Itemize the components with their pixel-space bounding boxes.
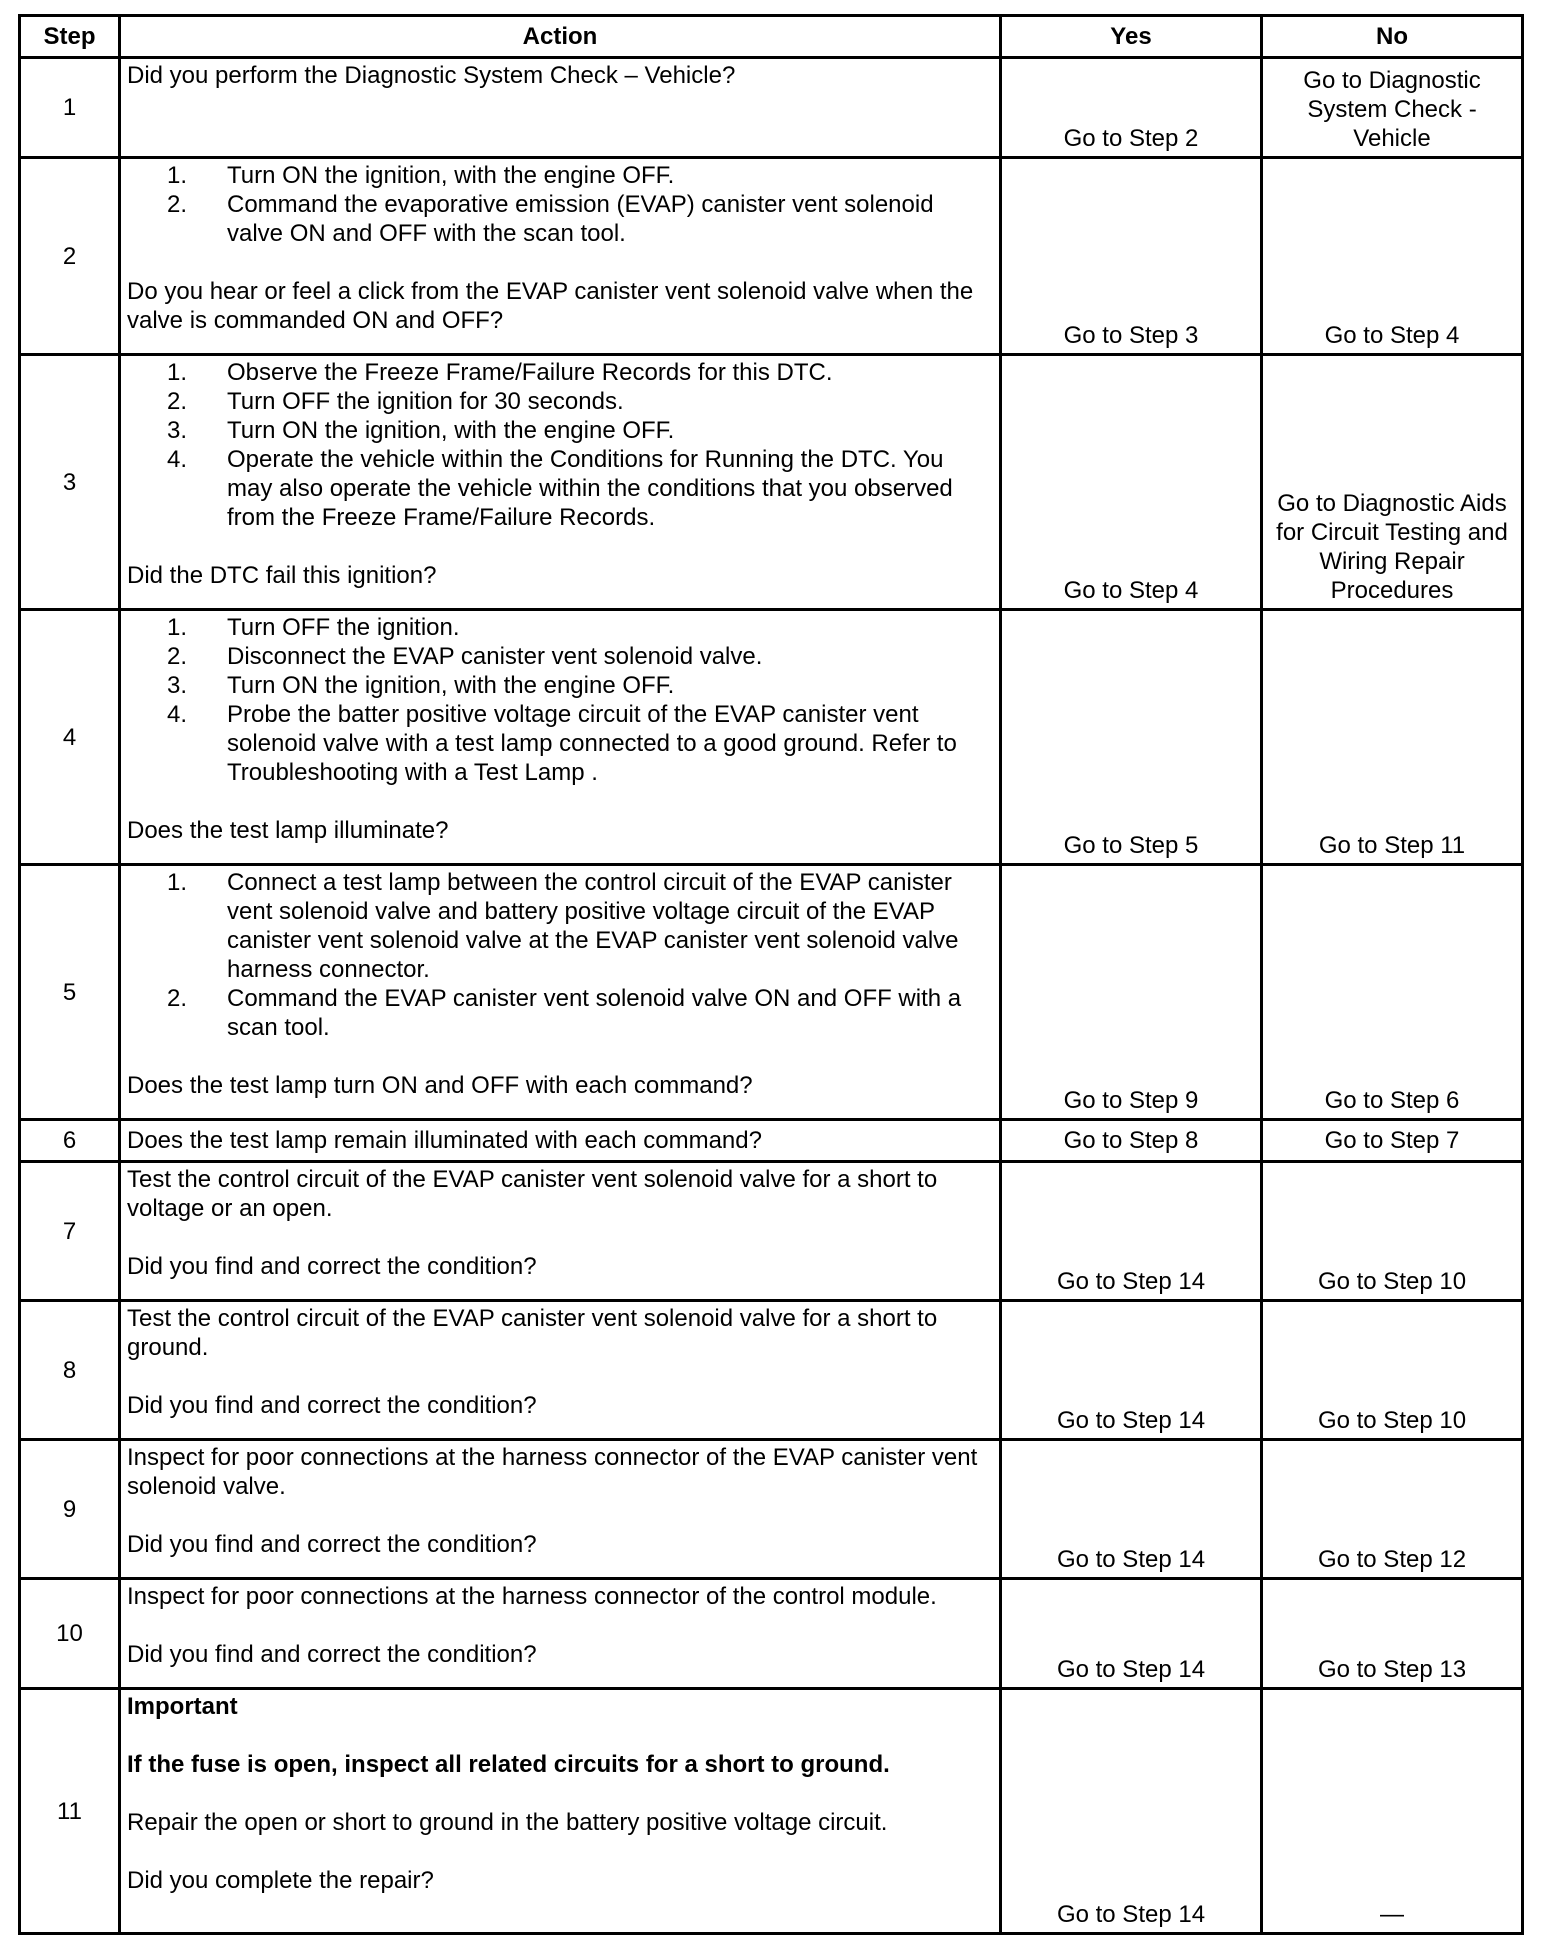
step-number: 7	[20, 1162, 120, 1301]
step-number: 9	[20, 1440, 120, 1579]
no-cell: Go to Step 10	[1262, 1162, 1523, 1301]
action-steps-list	[127, 868, 995, 1042]
no-cell: —	[1262, 1689, 1523, 1934]
action-step-item: 1. Observe the Freeze Frame/Failure Records for this DTC.	[227, 358, 995, 387]
action-step-item: 2. Disconnect the EVAP canister vent solenoid valve.	[227, 642, 995, 671]
action-text: Inspect for poor connections at the harness connector of the control module.	[127, 1583, 937, 1610]
action-question: Did you complete the repair?	[127, 1867, 434, 1894]
step-number: 2	[20, 158, 120, 355]
no-cell: Go to Step 7	[1262, 1120, 1523, 1162]
step-number: 8	[20, 1301, 120, 1440]
yes-cell: Go to Step 3	[1001, 158, 1262, 355]
action-text: Does the test lamp remain illuminated with each command?	[127, 1127, 762, 1154]
important-heading: Important	[127, 1693, 238, 1720]
step-number: 5	[20, 865, 120, 1120]
action-step-item: 3. Turn ON the ignition, with the engine OFF.	[227, 416, 995, 445]
action-step-item: 4. Probe the batter positive voltage circuit of the EVAP canister vent solenoid valve with a test lamp connected to a good ground. Refer to Troubleshooting with a Test Lamp .	[227, 700, 995, 787]
action-question: Does the test lamp turn ON and OFF with each command?	[127, 1072, 753, 1099]
header-action: Action	[120, 16, 1001, 58]
action-step-item: 1. Turn OFF the ignition.	[227, 613, 995, 642]
table-row	[20, 355, 1523, 610]
action-cell	[120, 1120, 1001, 1162]
action-text: Test the control circuit of the EVAP canister vent solenoid valve for a short to voltage or an open.	[127, 1166, 938, 1222]
yes-cell: Go to Step 14	[1001, 1579, 1262, 1689]
yes-cell: Go to Step 4	[1001, 355, 1262, 610]
step-number: 6	[20, 1120, 120, 1162]
action-step-item: 2. Command the EVAP canister vent solenoid valve ON and OFF with a scan tool.	[227, 984, 995, 1042]
yes-cell: Go to Step 9	[1001, 865, 1262, 1120]
action-cell	[120, 1579, 1001, 1689]
action-cell	[120, 1689, 1001, 1934]
yes-cell: Go to Step 8	[1001, 1120, 1262, 1162]
important-note: If the fuse is open, inspect all related circuits for a short to ground.	[127, 1751, 890, 1778]
header-no: No	[1262, 16, 1523, 58]
action-cell	[120, 355, 1001, 610]
header-yes: Yes	[1001, 16, 1262, 58]
no-cell: Go to Step 13	[1262, 1579, 1523, 1689]
table-row	[20, 1162, 1523, 1301]
table-row	[20, 865, 1523, 1120]
action-step-item: 4. Operate the vehicle within the Conditions for Running the DTC. You may also operate the vehicle within the conditions that you observed from the Freeze Frame/Failure Records.	[227, 445, 995, 532]
action-text: Test the control circuit of the EVAP canister vent solenoid valve for a short to ground.	[127, 1305, 938, 1361]
diagnostic-table	[18, 14, 1524, 1935]
step-number: 4	[20, 610, 120, 865]
yes-cell: Go to Step 14	[1001, 1162, 1262, 1301]
action-question: Did you find and correct the condition?	[127, 1531, 537, 1558]
table-row	[20, 1440, 1523, 1579]
action-step-item: 3. Turn ON the ignition, with the engine OFF.	[227, 671, 995, 700]
action-steps-list	[127, 613, 995, 787]
action-text: Inspect for poor connections at the harness connector of the EVAP canister vent solenoid valve.	[127, 1444, 978, 1500]
action-step-item: 1. Connect a test lamp between the control circuit of the EVAP canister vent solenoid valve and battery positive voltage circuit of the EVAP canister vent solenoid valve at the EVAP canister vent solenoid valve harness connector.	[227, 868, 995, 984]
action-question: Does the test lamp illuminate?	[127, 817, 449, 844]
action-text: Repair the open or short to ground in the battery positive voltage circuit.	[127, 1809, 888, 1836]
action-question: Did you find and correct the condition?	[127, 1641, 537, 1668]
action-text: Did you perform the Diagnostic System Check – Vehicle?	[127, 62, 736, 89]
step-number: 1	[20, 58, 120, 158]
yes-cell: Go to Step 14	[1001, 1301, 1262, 1440]
yes-cell: Go to Step 5	[1001, 610, 1262, 865]
no-cell: Go to Step 4	[1262, 158, 1523, 355]
table-row	[20, 610, 1523, 865]
action-cell	[120, 158, 1001, 355]
action-cell	[120, 1301, 1001, 1440]
no-cell: Go to Step 12	[1262, 1440, 1523, 1579]
table-row	[20, 1301, 1523, 1440]
header-row	[20, 16, 1523, 58]
table-row	[20, 1579, 1523, 1689]
step-number: 3	[20, 355, 120, 610]
action-steps-list	[127, 161, 995, 248]
no-cell: Go to Diagnostic Aids for Circuit Testing and Wiring Repair Procedures	[1262, 355, 1523, 610]
step-number: 10	[20, 1579, 120, 1689]
action-step-item: 2. Command the evaporative emission (EVAP) canister vent solenoid valve ON and OFF with the scan tool.	[227, 190, 995, 248]
action-question: Do you hear or feel a click from the EVAP canister vent solenoid valve when the valve is commanded ON and OFF?	[127, 278, 974, 334]
no-cell: Go to Step 6	[1262, 865, 1523, 1120]
action-steps-list	[127, 358, 995, 532]
yes-cell: Go to Step 14	[1001, 1689, 1262, 1934]
table-row	[20, 158, 1523, 355]
action-step-item: 2. Turn OFF the ignition for 30 seconds.	[227, 387, 995, 416]
no-cell: Go to Diagnostic System Check - Vehicle	[1262, 58, 1523, 158]
table-row	[20, 1689, 1523, 1934]
action-cell	[120, 58, 1001, 158]
yes-cell: Go to Step 2	[1001, 58, 1262, 158]
action-cell	[120, 1440, 1001, 1579]
action-cell	[120, 1162, 1001, 1301]
step-number: 11	[20, 1689, 120, 1934]
action-cell	[120, 610, 1001, 865]
action-question: Did you find and correct the condition?	[127, 1392, 537, 1419]
action-question: Did you find and correct the condition?	[127, 1253, 537, 1280]
action-question: Did the DTC fail this ignition?	[127, 562, 437, 589]
yes-cell: Go to Step 14	[1001, 1440, 1262, 1579]
action-cell	[120, 865, 1001, 1120]
header-step: Step	[20, 16, 120, 58]
no-cell: Go to Step 10	[1262, 1301, 1523, 1440]
table-row	[20, 58, 1523, 158]
action-step-item: 1. Turn ON the ignition, with the engine OFF.	[227, 161, 995, 190]
no-cell: Go to Step 11	[1262, 610, 1523, 865]
table-row	[20, 1120, 1523, 1162]
